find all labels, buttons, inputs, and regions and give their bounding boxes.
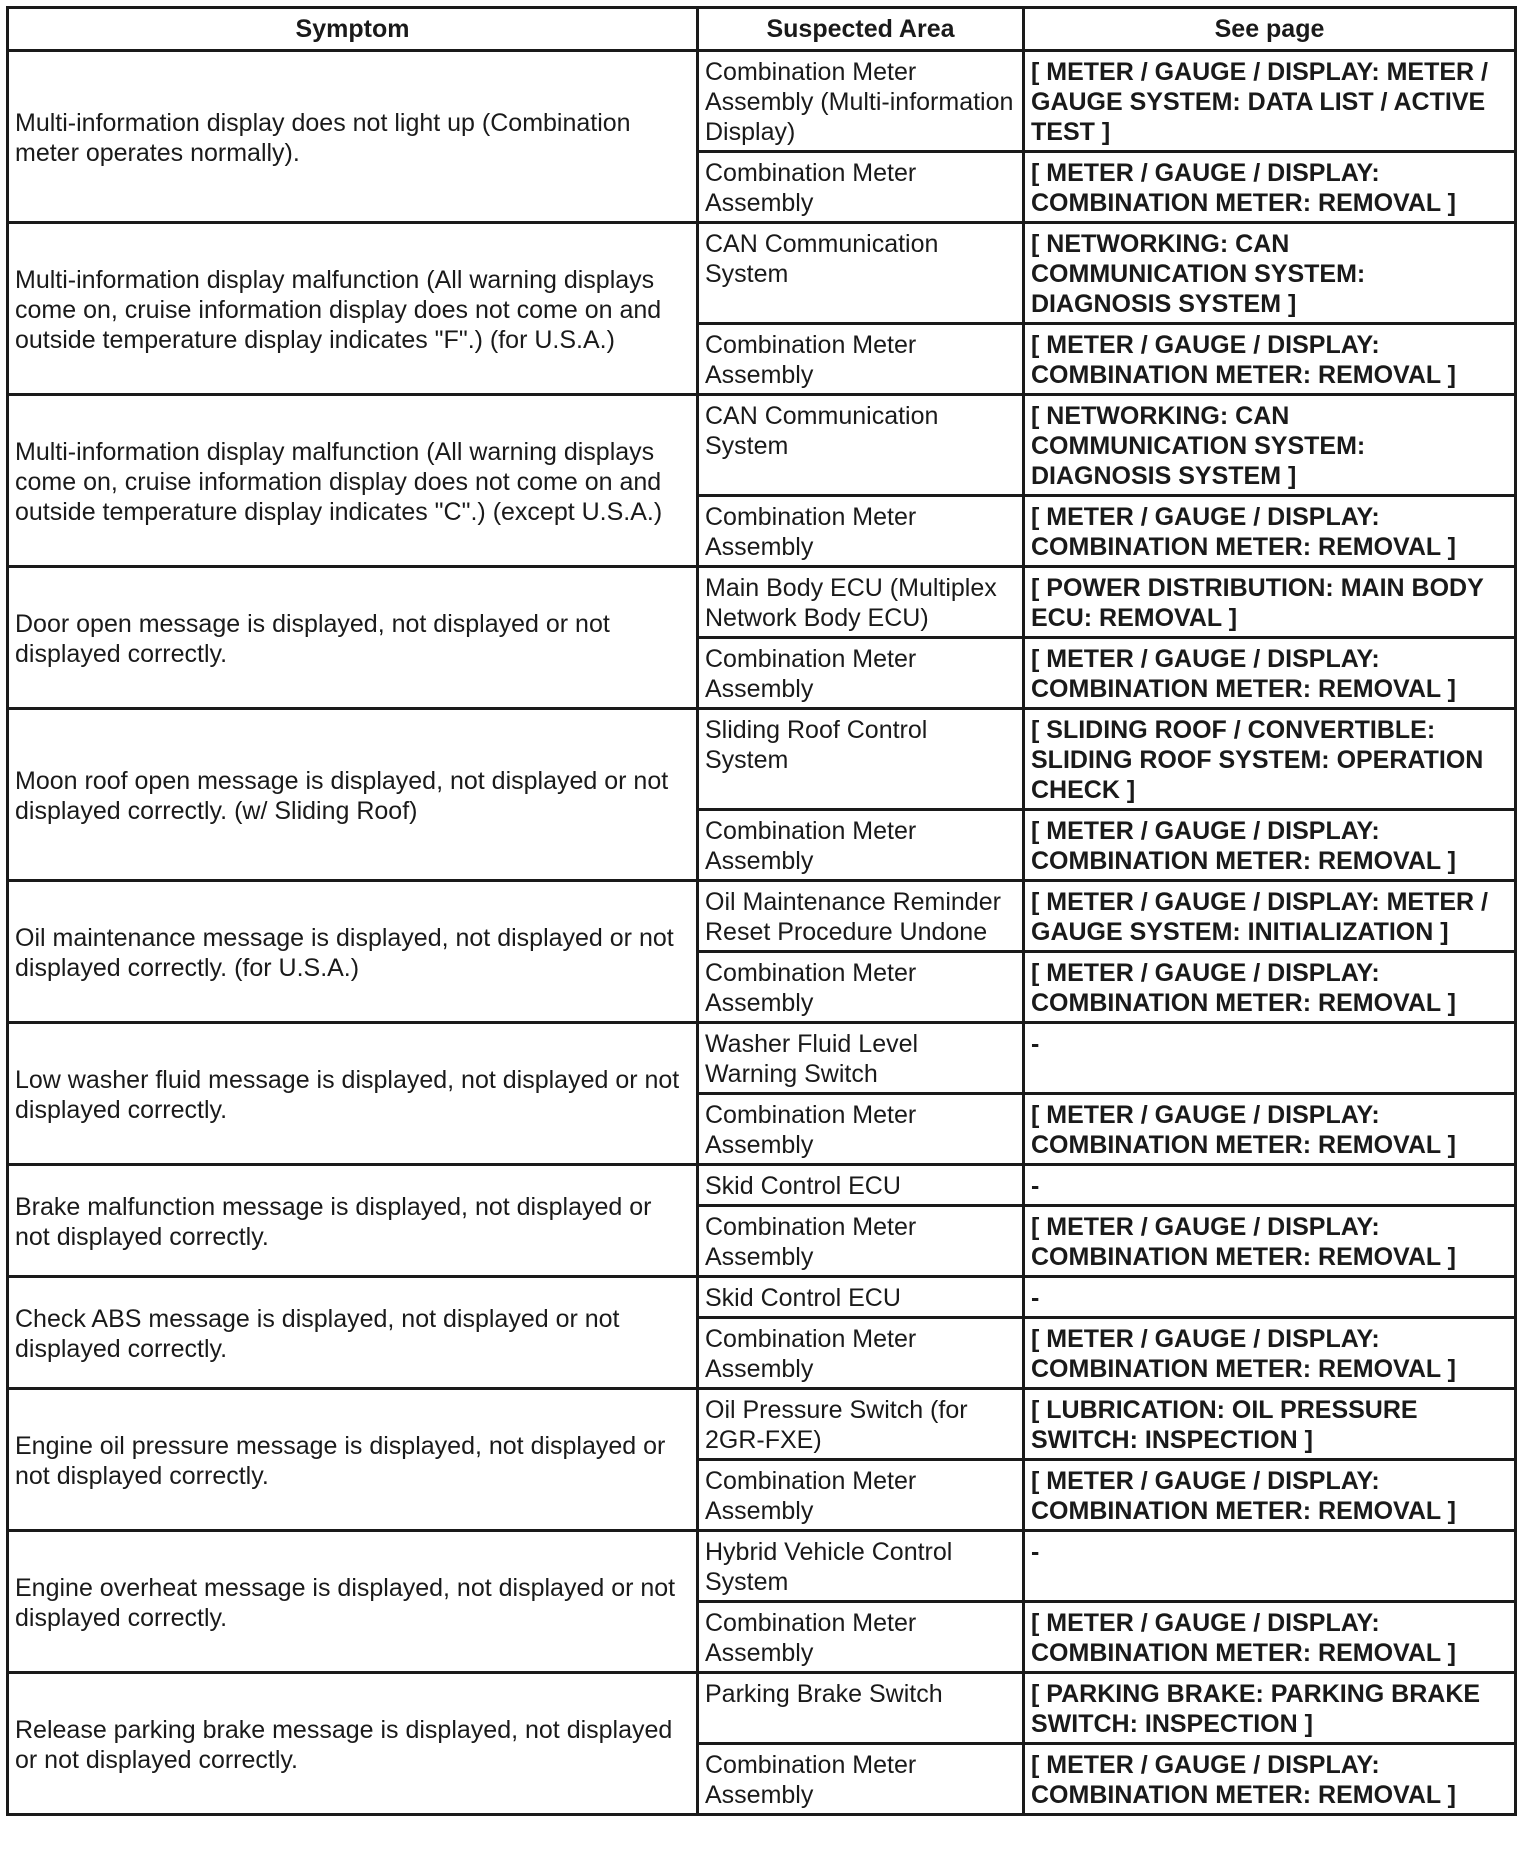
- symptom-cell: Moon roof open message is displayed, not displayed or not displayed correctly. (w/ Sliding Roof): [8, 709, 698, 881]
- symptom-cell: Multi-information display malfunction (All warning displays come on, cruise information display does not come on and outside temperature display indicates "F".) (for U.S.A.): [8, 223, 698, 395]
- table-row: [8, 709, 1516, 810]
- table-row: [8, 1023, 1516, 1094]
- table-header-row: [8, 8, 1516, 51]
- suspected-area-cell: Main Body ECU (Multiplex Network Body ECU): [698, 567, 1024, 638]
- see-page-reference: [ SLIDING ROOF / CONVERTIBLE: SLIDING ROOF SYSTEM: OPERATION CHECK ]: [1024, 709, 1516, 810]
- see-page-reference: [ PARKING BRAKE: PARKING BRAKE SWITCH: INSPECTION ]: [1024, 1673, 1516, 1744]
- header-suspected-area: Suspected Area: [698, 8, 1024, 51]
- suspected-area-cell: Combination Meter Assembly: [698, 324, 1024, 395]
- see-page-reference: -: [1024, 1165, 1516, 1206]
- table-row: [8, 1165, 1516, 1206]
- suspected-area-cell: Combination Meter Assembly: [698, 810, 1024, 881]
- symptom-cell: Multi-information display malfunction (All warning displays come on, cruise information display does not come on and outside temperature display indicates "C".) (except U.S.A.): [8, 395, 698, 567]
- suspected-area-cell: Combination Meter Assembly (Multi-information Display): [698, 51, 1024, 152]
- symptom-cell: Door open message is displayed, not displayed or not displayed correctly.: [8, 567, 698, 709]
- header-see-page: See page: [1024, 8, 1516, 51]
- suspected-area-cell: Sliding Roof Control System: [698, 709, 1024, 810]
- suspected-area-cell: Parking Brake Switch: [698, 1673, 1024, 1744]
- see-page-reference: [ METER / GAUGE / DISPLAY: COMBINATION METER: REMOVAL ]: [1024, 496, 1516, 567]
- symptom-cell: Low washer fluid message is displayed, not displayed or not displayed correctly.: [8, 1023, 698, 1165]
- see-page-reference: [ POWER DISTRIBUTION: MAIN BODY ECU: REMOVAL ]: [1024, 567, 1516, 638]
- table-row: [8, 223, 1516, 324]
- see-page-reference: [ METER / GAUGE / DISPLAY: COMBINATION METER: REMOVAL ]: [1024, 1318, 1516, 1389]
- suspected-area-cell: Skid Control ECU: [698, 1277, 1024, 1318]
- symptom-cell: Multi-information display does not light up (Combination meter operates normally).: [8, 51, 698, 223]
- table-row: [8, 1531, 1516, 1602]
- see-page-reference: [ METER / GAUGE / DISPLAY: COMBINATION METER: REMOVAL ]: [1024, 1744, 1516, 1815]
- see-page-reference: [ NETWORKING: CAN COMMUNICATION SYSTEM: DIAGNOSIS SYSTEM ]: [1024, 395, 1516, 496]
- table-row: [8, 1389, 1516, 1460]
- suspected-area-cell: Combination Meter Assembly: [698, 952, 1024, 1023]
- suspected-area-cell: CAN Communication System: [698, 223, 1024, 324]
- symptom-cell: Brake malfunction message is displayed, not displayed or not displayed correctly.: [8, 1165, 698, 1277]
- suspected-area-cell: Oil Pressure Switch (for 2GR-FXE): [698, 1389, 1024, 1460]
- suspected-area-cell: Combination Meter Assembly: [698, 1460, 1024, 1531]
- suspected-area-cell: Combination Meter Assembly: [698, 1094, 1024, 1165]
- see-page-reference: -: [1024, 1531, 1516, 1602]
- suspected-area-cell: CAN Communication System: [698, 395, 1024, 496]
- see-page-reference: -: [1024, 1023, 1516, 1094]
- table-row: [8, 1277, 1516, 1318]
- suspected-area-cell: Combination Meter Assembly: [698, 638, 1024, 709]
- see-page-reference: [ METER / GAUGE / DISPLAY: COMBINATION METER: REMOVAL ]: [1024, 1460, 1516, 1531]
- see-page-reference: [ METER / GAUGE / DISPLAY: COMBINATION METER: REMOVAL ]: [1024, 1602, 1516, 1673]
- header-symptom: Symptom: [8, 8, 698, 51]
- suspected-area-cell: Oil Maintenance Reminder Reset Procedure Undone: [698, 881, 1024, 952]
- see-page-reference: [ METER / GAUGE / DISPLAY: COMBINATION METER: REMOVAL ]: [1024, 1094, 1516, 1165]
- document-page: [6, 6, 1514, 1816]
- table-body: [8, 51, 1516, 1815]
- symptom-cell: Engine overheat message is displayed, not displayed or not displayed correctly.: [8, 1531, 698, 1673]
- see-page-reference: [ METER / GAUGE / DISPLAY: COMBINATION METER: REMOVAL ]: [1024, 638, 1516, 709]
- see-page-reference: [ NETWORKING: CAN COMMUNICATION SYSTEM: DIAGNOSIS SYSTEM ]: [1024, 223, 1516, 324]
- suspected-area-cell: Combination Meter Assembly: [698, 1318, 1024, 1389]
- symptom-cell: Check ABS message is displayed, not displayed or not displayed correctly.: [8, 1277, 698, 1389]
- see-page-reference: [ METER / GAUGE / DISPLAY: COMBINATION METER: REMOVAL ]: [1024, 952, 1516, 1023]
- symptom-cell: Engine oil pressure message is displayed, not displayed or not displayed correctly.: [8, 1389, 698, 1531]
- suspected-area-cell: Combination Meter Assembly: [698, 1206, 1024, 1277]
- symptom-cell: Release parking brake message is displayed, not displayed or not displayed correctly.: [8, 1673, 698, 1815]
- suspected-area-cell: Washer Fluid Level Warning Switch: [698, 1023, 1024, 1094]
- table-row: [8, 51, 1516, 152]
- table-row: [8, 881, 1516, 952]
- table-row: [8, 395, 1516, 496]
- symptom-cell: Oil maintenance message is displayed, not displayed or not displayed correctly. (for U.S.A.): [8, 881, 698, 1023]
- see-page-reference: [ METER / GAUGE / DISPLAY: METER / GAUGE SYSTEM: INITIALIZATION ]: [1024, 881, 1516, 952]
- suspected-area-cell: Skid Control ECU: [698, 1165, 1024, 1206]
- see-page-reference: [ METER / GAUGE / DISPLAY: COMBINATION METER: REMOVAL ]: [1024, 810, 1516, 881]
- see-page-reference: [ METER / GAUGE / DISPLAY: METER / GAUGE SYSTEM: DATA LIST / ACTIVE TEST ]: [1024, 51, 1516, 152]
- see-page-reference: [ LUBRICATION: OIL PRESSURE SWITCH: INSPECTION ]: [1024, 1389, 1516, 1460]
- see-page-reference: [ METER / GAUGE / DISPLAY: COMBINATION METER: REMOVAL ]: [1024, 1206, 1516, 1277]
- table-row: [8, 1673, 1516, 1744]
- symptom-table: [6, 6, 1517, 1816]
- see-page-reference: [ METER / GAUGE / DISPLAY: COMBINATION METER: REMOVAL ]: [1024, 152, 1516, 223]
- see-page-reference: [ METER / GAUGE / DISPLAY: COMBINATION METER: REMOVAL ]: [1024, 324, 1516, 395]
- table-row: [8, 567, 1516, 638]
- see-page-reference: -: [1024, 1277, 1516, 1318]
- suspected-area-cell: Combination Meter Assembly: [698, 496, 1024, 567]
- suspected-area-cell: Combination Meter Assembly: [698, 1744, 1024, 1815]
- suspected-area-cell: Combination Meter Assembly: [698, 152, 1024, 223]
- suspected-area-cell: Combination Meter Assembly: [698, 1602, 1024, 1673]
- suspected-area-cell: Hybrid Vehicle Control System: [698, 1531, 1024, 1602]
